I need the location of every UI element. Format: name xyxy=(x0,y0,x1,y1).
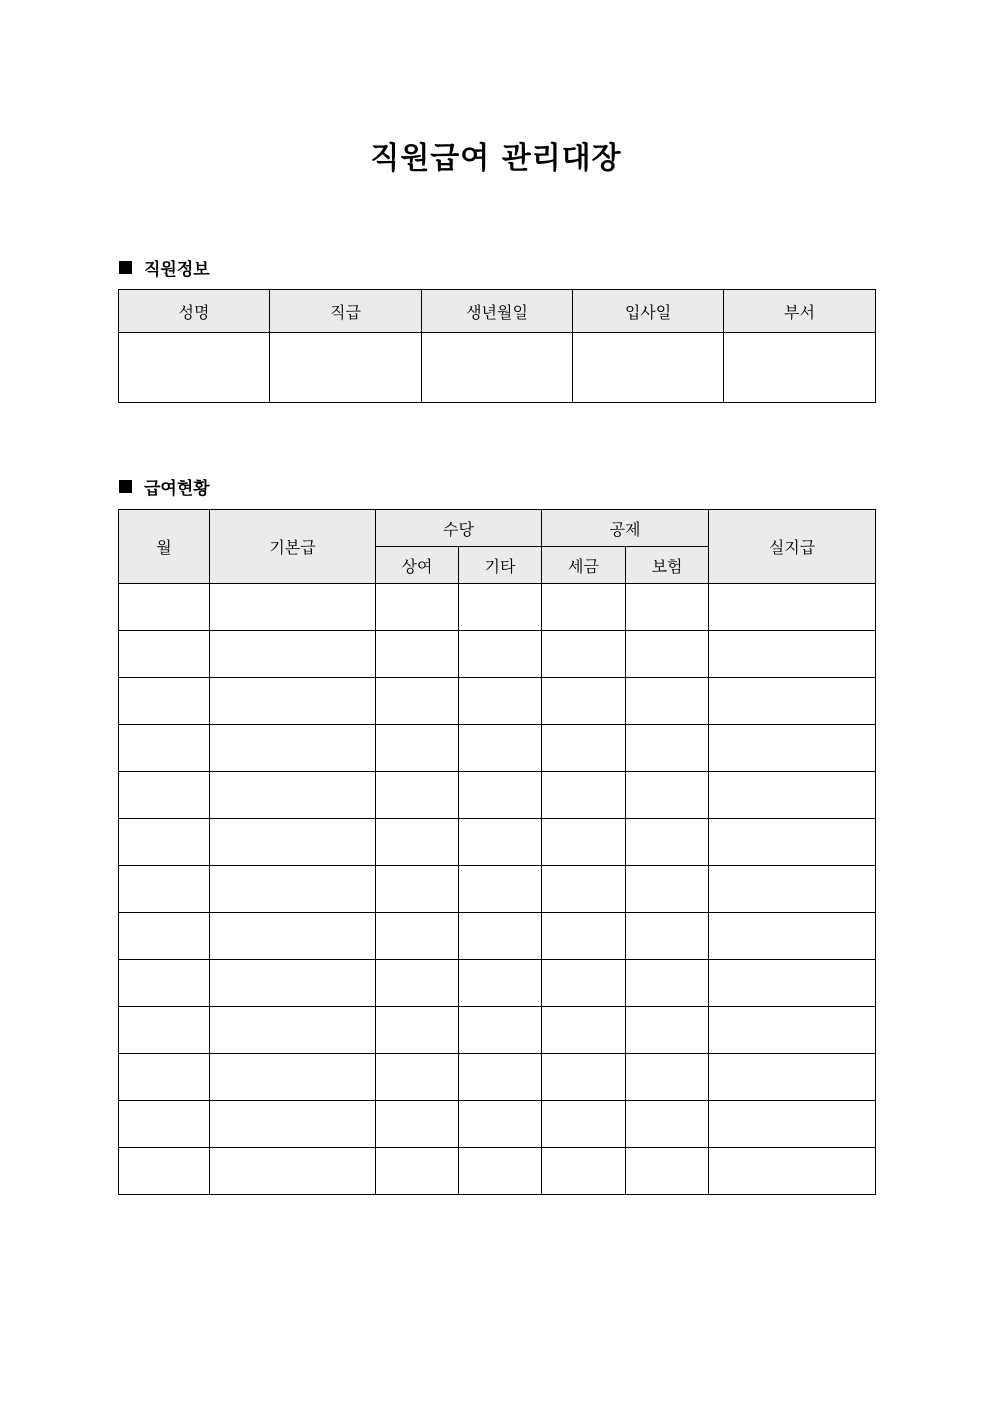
bonus-cell[interactable] xyxy=(376,1148,459,1195)
tax-cell[interactable] xyxy=(542,631,626,678)
bonus-cell[interactable] xyxy=(376,725,459,772)
tax-cell[interactable] xyxy=(542,725,626,772)
insurance-cell[interactable] xyxy=(626,584,709,631)
name-cell[interactable] xyxy=(119,333,270,403)
month-cell[interactable] xyxy=(119,913,210,960)
table-row xyxy=(119,819,876,866)
insurance-cell[interactable] xyxy=(626,960,709,1007)
base-pay-cell[interactable] xyxy=(210,866,376,913)
bonus-cell[interactable] xyxy=(376,819,459,866)
header-name: 성명 xyxy=(119,290,270,333)
table-row xyxy=(119,960,876,1007)
insurance-cell[interactable] xyxy=(626,772,709,819)
department-cell[interactable] xyxy=(724,333,876,403)
header-net-pay: 실지급 xyxy=(709,510,876,584)
header-position: 직급 xyxy=(270,290,422,333)
tax-cell[interactable] xyxy=(542,678,626,725)
hire-date-cell[interactable] xyxy=(573,333,724,403)
bonus-cell[interactable] xyxy=(376,678,459,725)
insurance-cell[interactable] xyxy=(626,819,709,866)
net-pay-cell[interactable] xyxy=(709,725,876,772)
table-row xyxy=(119,1148,876,1195)
base-pay-cell[interactable] xyxy=(210,1054,376,1101)
square-bullet-icon xyxy=(119,480,132,493)
header-birthdate: 생년월일 xyxy=(422,290,573,333)
header-allowance: 수당 xyxy=(376,510,542,547)
bonus-cell[interactable] xyxy=(376,584,459,631)
insurance-cell[interactable] xyxy=(626,678,709,725)
bonus-cell[interactable] xyxy=(376,960,459,1007)
bonus-cell[interactable] xyxy=(376,1007,459,1054)
tax-cell[interactable] xyxy=(542,819,626,866)
tax-cell[interactable] xyxy=(542,866,626,913)
bonus-cell[interactable] xyxy=(376,1101,459,1148)
bonus-cell[interactable] xyxy=(376,631,459,678)
month-cell[interactable] xyxy=(119,960,210,1007)
tax-cell[interactable] xyxy=(542,960,626,1007)
month-cell[interactable] xyxy=(119,678,210,725)
insurance-cell[interactable] xyxy=(626,1101,709,1148)
header-insurance: 보험 xyxy=(626,547,709,584)
bonus-cell[interactable] xyxy=(376,772,459,819)
base-pay-cell[interactable] xyxy=(210,631,376,678)
net-pay-cell[interactable] xyxy=(709,678,876,725)
other-allowance-cell[interactable] xyxy=(459,913,542,960)
base-pay-cell[interactable] xyxy=(210,678,376,725)
net-pay-cell[interactable] xyxy=(709,1101,876,1148)
position-cell[interactable] xyxy=(270,333,422,403)
other-allowance-cell[interactable] xyxy=(459,1101,542,1148)
table-row xyxy=(119,584,876,631)
tax-cell[interactable] xyxy=(542,1054,626,1101)
base-pay-cell[interactable] xyxy=(210,584,376,631)
tax-cell[interactable] xyxy=(542,1101,626,1148)
insurance-cell[interactable] xyxy=(626,1148,709,1195)
header-tax: 세금 xyxy=(542,547,626,584)
salary-table xyxy=(118,509,876,1195)
table-row xyxy=(119,1007,876,1054)
table-row xyxy=(119,772,876,819)
square-bullet-icon xyxy=(119,261,132,274)
insurance-cell[interactable] xyxy=(626,1054,709,1101)
net-pay-cell[interactable] xyxy=(709,866,876,913)
month-cell[interactable] xyxy=(119,584,210,631)
bonus-cell[interactable] xyxy=(376,1054,459,1101)
base-pay-cell[interactable] xyxy=(210,772,376,819)
header-month: 월 xyxy=(119,510,210,584)
tax-cell[interactable] xyxy=(542,1007,626,1054)
bonus-cell[interactable] xyxy=(376,913,459,960)
insurance-cell[interactable] xyxy=(626,866,709,913)
other-allowance-cell[interactable] xyxy=(459,678,542,725)
base-pay-cell[interactable] xyxy=(210,960,376,1007)
salary-section-heading xyxy=(119,474,210,499)
table-row xyxy=(119,866,876,913)
month-cell[interactable] xyxy=(119,1101,210,1148)
net-pay-cell[interactable] xyxy=(709,1007,876,1054)
header-other: 기타 xyxy=(459,547,542,584)
base-pay-cell[interactable] xyxy=(210,1148,376,1195)
other-allowance-cell[interactable] xyxy=(459,725,542,772)
other-allowance-cell[interactable] xyxy=(459,631,542,678)
net-pay-cell[interactable] xyxy=(709,772,876,819)
net-pay-cell[interactable] xyxy=(709,819,876,866)
month-cell[interactable] xyxy=(119,866,210,913)
tax-cell[interactable] xyxy=(542,772,626,819)
month-cell[interactable] xyxy=(119,1148,210,1195)
employee-section-heading xyxy=(119,255,210,280)
table-row xyxy=(119,1054,876,1101)
birthdate-cell[interactable] xyxy=(422,333,573,403)
other-allowance-cell[interactable] xyxy=(459,819,542,866)
net-pay-cell[interactable] xyxy=(709,1054,876,1101)
net-pay-cell[interactable] xyxy=(709,584,876,631)
employee-section-label: 직원정보 xyxy=(144,260,210,280)
other-allowance-cell[interactable] xyxy=(459,772,542,819)
tax-cell[interactable] xyxy=(542,913,626,960)
insurance-cell[interactable] xyxy=(626,1007,709,1054)
header-bonus: 상여 xyxy=(376,547,459,584)
employee-info-table xyxy=(118,289,876,403)
net-pay-cell[interactable] xyxy=(709,913,876,960)
insurance-cell[interactable] xyxy=(626,725,709,772)
month-cell[interactable] xyxy=(119,631,210,678)
document-title: 직원급여 관리대장 xyxy=(370,141,622,176)
base-pay-cell[interactable] xyxy=(210,819,376,866)
bonus-cell[interactable] xyxy=(376,866,459,913)
net-pay-cell[interactable] xyxy=(709,631,876,678)
table-row xyxy=(119,631,876,678)
month-cell[interactable] xyxy=(119,1007,210,1054)
other-allowance-cell[interactable] xyxy=(459,1148,542,1195)
header-hire-date: 입사일 xyxy=(573,290,724,333)
tax-cell[interactable] xyxy=(542,1148,626,1195)
table-row xyxy=(119,913,876,960)
salary-table-body xyxy=(119,584,876,1195)
net-pay-cell[interactable] xyxy=(709,960,876,1007)
other-allowance-cell[interactable] xyxy=(459,960,542,1007)
table-row xyxy=(119,725,876,772)
base-pay-cell[interactable] xyxy=(210,1101,376,1148)
other-allowance-cell[interactable] xyxy=(459,1007,542,1054)
month-cell[interactable] xyxy=(119,1054,210,1101)
base-pay-cell[interactable] xyxy=(210,1007,376,1054)
net-pay-cell[interactable] xyxy=(709,1148,876,1195)
header-deduction: 공제 xyxy=(542,510,709,547)
header-department: 부서 xyxy=(724,290,876,333)
tax-cell[interactable] xyxy=(542,584,626,631)
month-cell[interactable] xyxy=(119,725,210,772)
other-allowance-cell[interactable] xyxy=(459,584,542,631)
insurance-cell[interactable] xyxy=(626,913,709,960)
salary-section-label: 급여현황 xyxy=(144,479,210,499)
base-pay-cell[interactable] xyxy=(210,913,376,960)
other-allowance-cell[interactable] xyxy=(459,866,542,913)
header-base-pay: 기본급 xyxy=(210,510,376,584)
other-allowance-cell[interactable] xyxy=(459,1054,542,1101)
insurance-cell[interactable] xyxy=(626,631,709,678)
month-cell[interactable] xyxy=(119,819,210,866)
table-row xyxy=(119,678,876,725)
base-pay-cell[interactable] xyxy=(210,725,376,772)
month-cell[interactable] xyxy=(119,772,210,819)
table-row xyxy=(119,1101,876,1148)
